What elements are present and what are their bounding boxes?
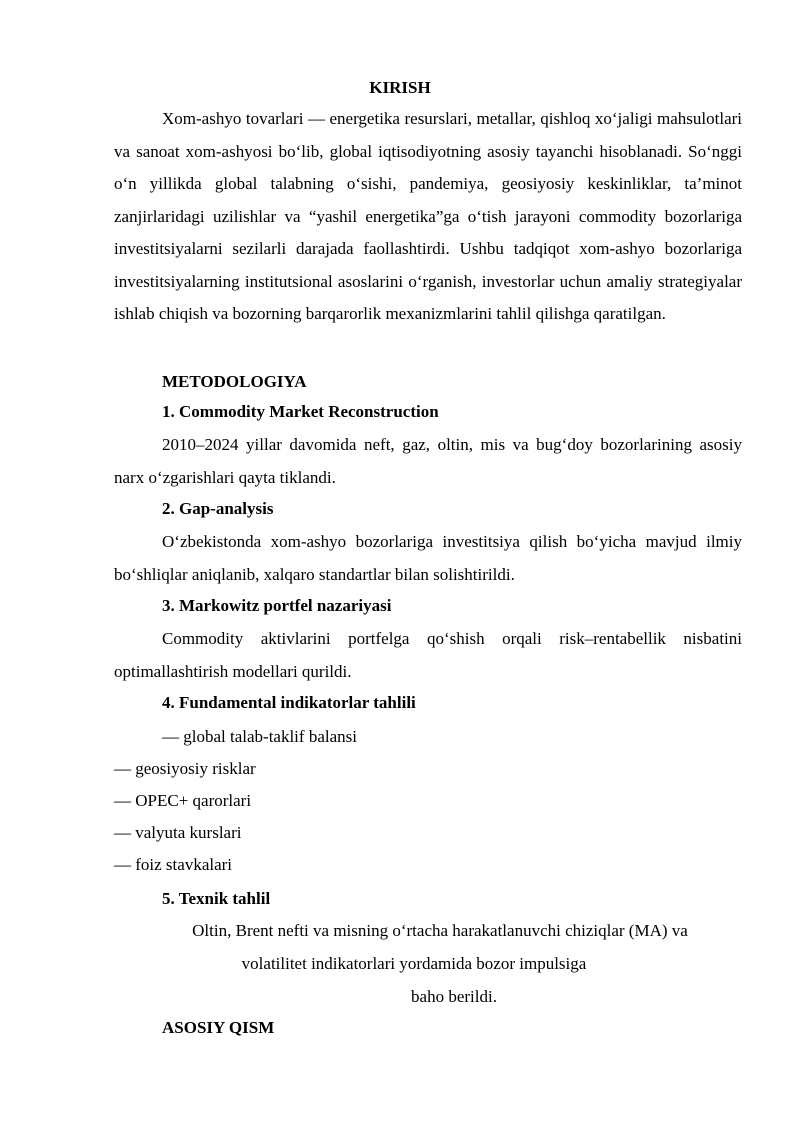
list-item: — foiz stavkalari <box>114 855 233 874</box>
list-item: — OPEC+ qarorlari <box>114 791 252 810</box>
method-4-heading: 4. Fundamental indikatorlar tahlili <box>162 693 416 712</box>
method-2-heading: 2. Gap-analysis <box>162 499 274 518</box>
method-1-heading: 1. Commodity Market Reconstruction <box>162 402 439 421</box>
section-title-metodologiya: METODOLOGIYA <box>162 372 307 391</box>
method-5-line-2: volatilitet indikatorlari yordamida bozor impulsiga <box>241 954 587 973</box>
method-3-heading: 3. Markowitz portfel nazariyasi <box>162 596 392 615</box>
method-5-heading: 5. Texnik tahlil <box>162 889 271 908</box>
list-item: — valyuta kurslari <box>114 823 242 842</box>
method-5-line-1: Oltin, Brent nefti va misning o‘rtacha harakatlanuvchi chiziqlar (MA) va <box>192 921 688 940</box>
method-2-text: O‘zbekistonda xom-ashyo bozorlariga investitsiya qilish bo‘yicha mavjud ilmiy bo‘shliqlar aniqlanib, xalqaro standartlar bilan solishtirildi. <box>114 532 742 584</box>
section-title-asosiy-qism: ASOSIY QISM <box>162 1018 275 1037</box>
section-title-kirish: KIRISH <box>369 78 431 97</box>
list-item: — global talab-taklif balansi <box>162 727 357 746</box>
intro-paragraph: Xom-ashyo tovarlari — energetika resurslari, metallar, qishloq xo‘jaligi mahsulotlari va sanoat xom-ashyosi bo‘lib, global iqtisodiyotning asosiy tayanchi hisoblanadi. So‘nggi o‘n yillikda global talabning o‘sishi, pandemiya, geosiyosiy keskinliklar, ta’minot zanjirlaridagi uzilishlar va “yashil energetika”ga o‘tish jarayoni commodity bozorlariga investitsiyalarni sezilarli darajada faollashtirdi. Ushbu tadqiqot xom-ashyo bozorlariga investitsiyalarning institutsional asoslarini o‘rganish, investorlar uchun amaliy strategiyalar ishlab chiqish va bozorning barqarorlik mexanizmlarini tahlil qilishga qaratilgan. <box>114 109 742 323</box>
list-item: — geosiyosiy risklar <box>114 759 256 778</box>
method-3-text: Commodity aktivlarini portfelga qo‘shish orqali risk–rentabellik nisbatini optimallashtirish modellari qurildi. <box>114 629 742 681</box>
method-1-text: 2010–2024 yillar davomida neft, gaz, oltin, mis va bug‘doy bozorlarining asosiy narx o‘zgarishlari qayta tiklandi. <box>114 435 742 487</box>
method-5-line-3: baho berildi. <box>411 987 497 1006</box>
